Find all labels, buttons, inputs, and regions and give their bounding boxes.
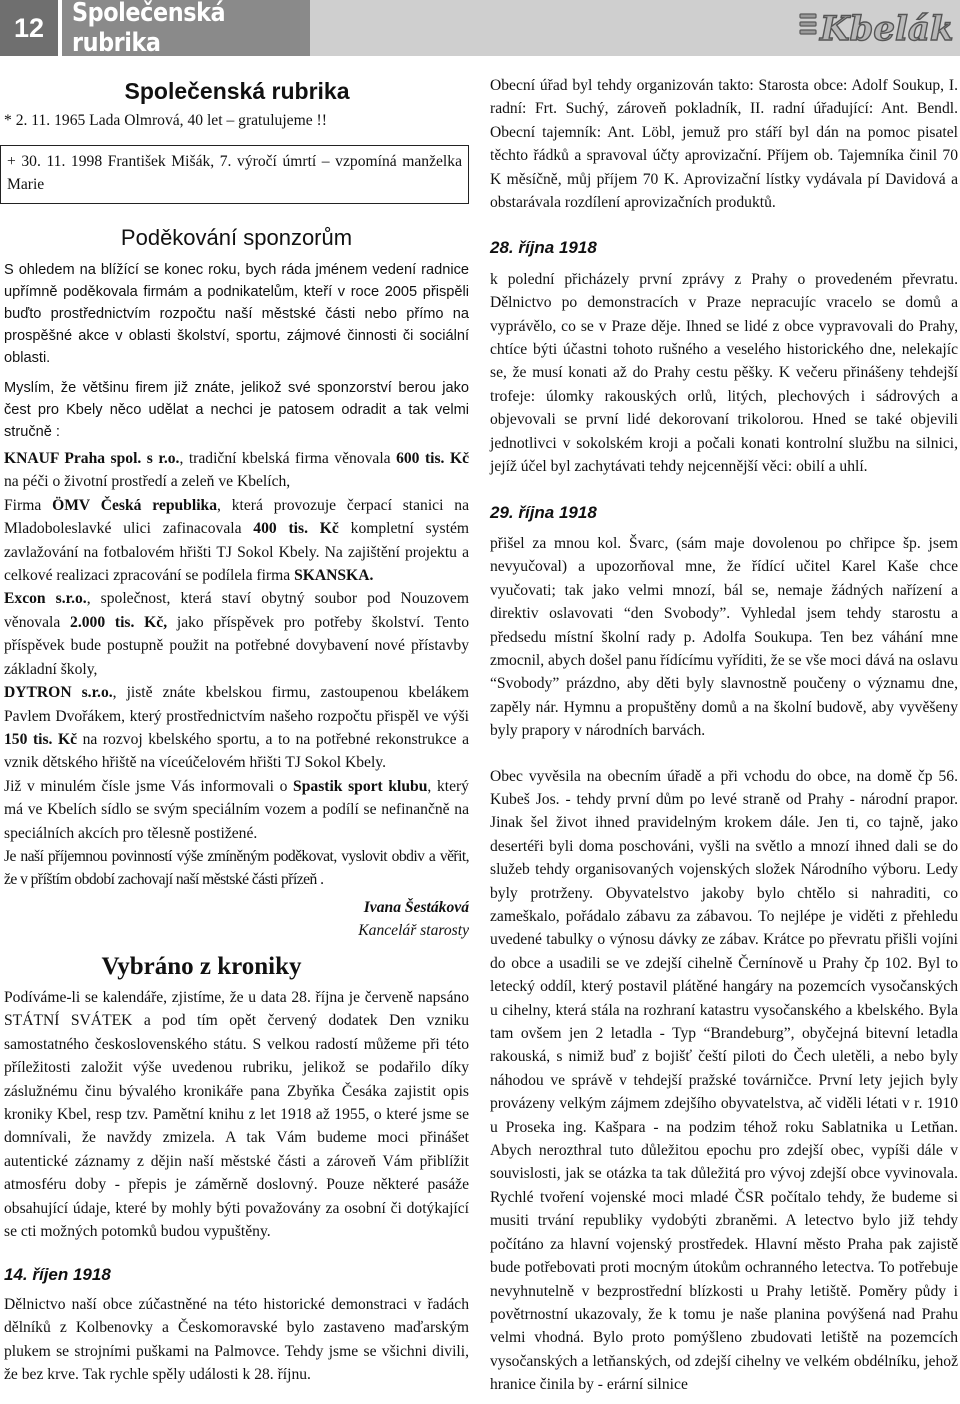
omv-name: ÖMV Česká republika	[52, 496, 217, 514]
spastik-text: Již v minulém čísle jsme Vás informovali o	[4, 777, 294, 795]
logo-wordmark: Kbelák	[820, 9, 954, 49]
birthday-entry: * 2. 11. 1965 Lada Olmrová, 40 let – gratulujeme !!	[4, 112, 327, 130]
spastik-text2: , který má ve Kbelích sídlo se svým speciálním vozem a podílí se nefinančně na speciálních akcích pro tělesně postižené.	[4, 777, 469, 842]
date-heading-14-oct: 14. říjen 1918	[4, 1265, 111, 1285]
excon-amount: 2.000 tis. Kč,	[70, 613, 168, 631]
dytron-text: , jistě znáte kbelskou firmu, zastoupenou kbelákem Pavlem Dvořákem, který prostřednictvím našeho rozpočtu přispěl ve výši	[4, 684, 469, 725]
excon-text: , společnost, která staví obytný soubor pod Nouzovem věnovala	[4, 590, 469, 631]
knauf-currency: Kč	[449, 450, 469, 468]
dytron-text2: na rozvoj kbelského sportu, a to na potřebné rekonstrukce a vznik dětského hřiště na víceúčelovém hřišti TJ Sokol Kbely.	[4, 730, 470, 772]
excon-text2: jako příspěvek pro potřeby školství. Tento příspěvek bude postupně použit na potřebné dovybavení nové přístavby základní školy,	[4, 613, 469, 678]
sponsors-closing: Je naší příjemnou povinností výše zmíněným poděkovat, vyslovit obdiv a věřit, že v příštím období zachovají naší městské části přízeň .	[4, 847, 469, 889]
knauf-amount: 600 tis.	[396, 450, 445, 468]
kbelak-logo	[796, 2, 956, 52]
airfield-history: Obec vyvěsila na obecním úřadě a při vchodu do obce, na domě čp 56. Kubeš Jos. - tehdy první dům po levé straně od Prahy - národní prapor. Jinak šel život ihned pravidelným krokem dále. Jen ti, co tajně, jako desertéři byli doma poschováni, vyšli na světlo a mnozí ihned dali se do služeb tehdy organisovaných vojenských složek Národního výboru. Ledy byly protrženy. Obyvatelstvo jakoby bylo chtělo si nahraditi, co zameškalo, pořádalo zábavu za zábavou. To nejlépe je viděti z přehledu uvedené tabulky o výnosu dávky ze zábav. Krátce po převratu přišli vojíni do obce a usadili se ve zdejší cihelně Černínově u Prahy čp 102. Byl to letecký oddíl, který postavil plátěné hangáry na pozemcích vysočanských u cihelny, která stála na rozhraní katastru vysočanského a kbelského. Byla tam ovšem jen 2 letadla - Typ “Brandeburg”, obyčejná bitevní letadla rakouská, s nimiž buď z bojišť čeští piloti do Čech uletěli, a nebo byly náhodou ve správě v tehdejší pražské továrničce. První lety jejich byly provázeny velkým zájmem zdejšího obyvatelstva, ač viděli létati v r. 1910 u Proseka ing. Kašpara - na podzim téhož roku Sablatnika u Letňan. Abych nerozthral tuto důležitou epochu pro zdejší obec, vypíši dále v souvislosti, jak se otázka ta tak důležitá pro vývoj zdejší obce vyvinovala. Rychlé tvoření vojenské moci mladé ČSR počítalo tehdy, že budeme si musiti trvání republiky vydobýti zbraněmi. A letectvo bylo již tehdy počítáno za hlavní vojenský prostředek. Hlavní město Praha pak zajistě bude potřebovati proti mocným útokům ochranného letectva. To potřebuje nevyhnutelně v bezprostřední blízkosti u Prahy letiště. Poměry půdy i povětrnostní ukazovaly, že k tomu je naše planina povýšená nad Prahu velmi vhodná. Bylo proto pomýšleno zbudovati letiště na pozemcích vysočanských a letňanských, od zdejší cihelny ve velkém obdélníku, jehož hranice činila by - erární silnice	[490, 767, 958, 1394]
sponsor-excon	[4, 587, 469, 681]
date-text-28-oct: k polední přicházely první zprávy z Prahy o provedeném převratu. Dělnictvo po demonstracích v Praze nepracujíc vracelo se domů a vyprávělo, co se v Praze děje. Ihned se lidé z obce vypravovali do Prahy, chtíce býti účastni tohoto rušného a veselého historického dne, nelekajíc se, že musí konati až do Prahy cestu pěšky. K večeru přinášeny tehdejší trofeje: úlomky rakouských orlů, litých, plechových i sádrových a objevovali se první lidé dekorovaní trikolorou. Hned se také objevili jednotlivci v sokolském kroji a počali konati kontrolní službu na silnici, jejíž účel byl zachytávati tehdy nejcennější věci: obilí a uhlí.	[490, 270, 958, 476]
dytron-amount: 150 tis. Kč	[4, 730, 78, 748]
page-number: 12	[0, 0, 58, 56]
office-organization: Obecní úřad byl tehdy organizován takto: Starosta obce: Adolf Soukup, I. radní: Frt. Suchý, zároveň pokladník, II. radní úřadující: Ant. Bendl. Obecní tajemník: Ant. Löbl, jemuž pro stáří byl dán na pomoc pisatel těchto řádků a spravoval účty aprovizační. Příjem ob. Tajemníka činil 70 K měsíčně, můj příjem 70 K. Aprovizační lístky vydávala pí Davidová a obstarávala rozdílení aprovizačních produktů.	[490, 77, 958, 212]
knauf-text: , tradiční kbelská firma věnovala	[179, 450, 397, 468]
page-header	[0, 0, 960, 56]
sponsors-heading: Poděkování sponzorům	[120, 224, 353, 250]
sponsor-omv	[4, 494, 469, 588]
right-column	[490, 74, 958, 1397]
date-text-14-oct: Dělnictvo naší obce zúčastněné na této historické demonstraci v řadách dělníků z Kolbenovky a Českomoravské bylo zastaveno maďarským plukem se strojními puškami na Palmovce. Tehdy jsme se všichni divili, že bez krve. Tak rychle spěly události k 28. říjnu.	[4, 1295, 469, 1384]
excon-name: Excon s.r.o.	[4, 590, 87, 608]
date-text-29-oct: přišel za mnou kol. Švarc, (sám maje dovolenou po chřipce šp. jsem nevyučoval) a upozorňoval mne, že řídící učitel Karel Kaše chce vyučovati; tak jako velmi mnozí, bál se, nemaje žádných nařízení a direktiv oslavovati “den Svobody”. Vyhledal jsem tehdy starostu a předsedu místní školní rady p. Adolfa Soukupa. Ten bez váhání mne zmocnil, abych došel panu řídícímu vyříditi, že se vše moci dává na oslavu “Svobody” prázdno, aby děti byly slavnostně poučeny o významu dne, zapěly nár. Hymnu a propuštěny domů a na školní budově, aby vyvěšeny byly prapory v národních barvách.	[490, 534, 958, 740]
skanska-name: SKANSKA.	[294, 567, 374, 585]
memorial-box	[0, 145, 469, 204]
omv-amount: 400 tis.	[253, 520, 308, 538]
omv-text2: , která provozuje čerpací stanici na Mladoboleslavké ulici zafinacovala	[4, 496, 469, 538]
sponsors-intro: S ohledem na blížící se konec roku, bych ráda jménem vedení radnice upřímně poděkovala firmám a podnikatelům, kteří v roce 2005 přispěli buďto prostřednictvím rozpočtu naší městské části nebo přímo na prospěšné akce v oblasti školství, sportu, zájmové činnosti či sociální oblasti.	[4, 262, 469, 367]
section-title: Společenská rubrika	[124, 78, 350, 104]
memorial-entry: + 30. 11. 1998 František Mišák, 7. výročí úmrtí – vzpomíná manželka Marie	[7, 152, 462, 194]
omv-text3: kompletní systém zavlažování na fotbalovém hřišti TJ Sokol Kbely. Na zajištění projektu a celkové realizaci zpracování se podílela firma	[4, 520, 469, 585]
omv-currency: Kč	[307, 520, 339, 538]
section-label	[62, 0, 310, 56]
omv-text1: Firma	[4, 496, 53, 514]
chronicle-intro: Podíváme-li se kalendáře, zjistíme, že u data 28. října je červeně napsáno STÁTNÍ SVÁTEK a pod tím opět červený dodatek Den vzniku samostatného československého státu. S velkou radostí můžeme při této příležitosti založit výše uvedenou rubriku, jelikož se podařilo díky záslužnému činu bývalého kronikáře pana Zbyňka Česáka zajistit opis kroniky Kbel, resp tzv. Pamětní knihu z let 1918 až 1955, o které jsme se domnívali, že navždy zmizela. A tak Vám budeme moci přinášet autentické záznamy z dějin naší městské části a zároveň Vám přiblížit atmosféru doby - přepis je záměrně doslovný. Pouze některé pasáže obsahující údaje, které by mohly býti považovány za osobní či dotýkající se cti možných potomků budou vypuštěny.	[4, 988, 469, 1241]
chronicle-heading: Vybráno z kroniky	[101, 952, 302, 980]
left-column	[4, 68, 469, 1386]
dytron-name: DYTRON s.r.o.	[4, 684, 113, 702]
sponsors-p2: Myslím, že většinu firem již znáte, jelikož své sponzorství berou jako čest pro Kbely něco udělat a nechci je patosem odradit a tak velmi stručně :	[4, 380, 469, 441]
kbelak-logo-icon	[798, 4, 956, 50]
section-label-text: Společenská rubrika	[72, 0, 226, 58]
signature-role: Kancelář starosty	[358, 922, 469, 940]
knauf-text2: na péči o životní prostředí a zeleň ve Kbelích,	[4, 473, 291, 491]
signature-name: Ivana Šestáková	[363, 898, 469, 916]
date-heading-28-oct: 28. října 1918	[490, 238, 597, 258]
knauf-name: KNAUF Praha spol. s r.o.	[4, 450, 180, 468]
date-heading-29-oct: 29. října 1918	[490, 502, 597, 522]
sponsor-knauf	[4, 447, 469, 494]
spastik-name: Spastik sport klubu	[293, 777, 428, 795]
sponsor-dytron	[4, 681, 469, 775]
sponsor-spastik	[4, 775, 469, 845]
